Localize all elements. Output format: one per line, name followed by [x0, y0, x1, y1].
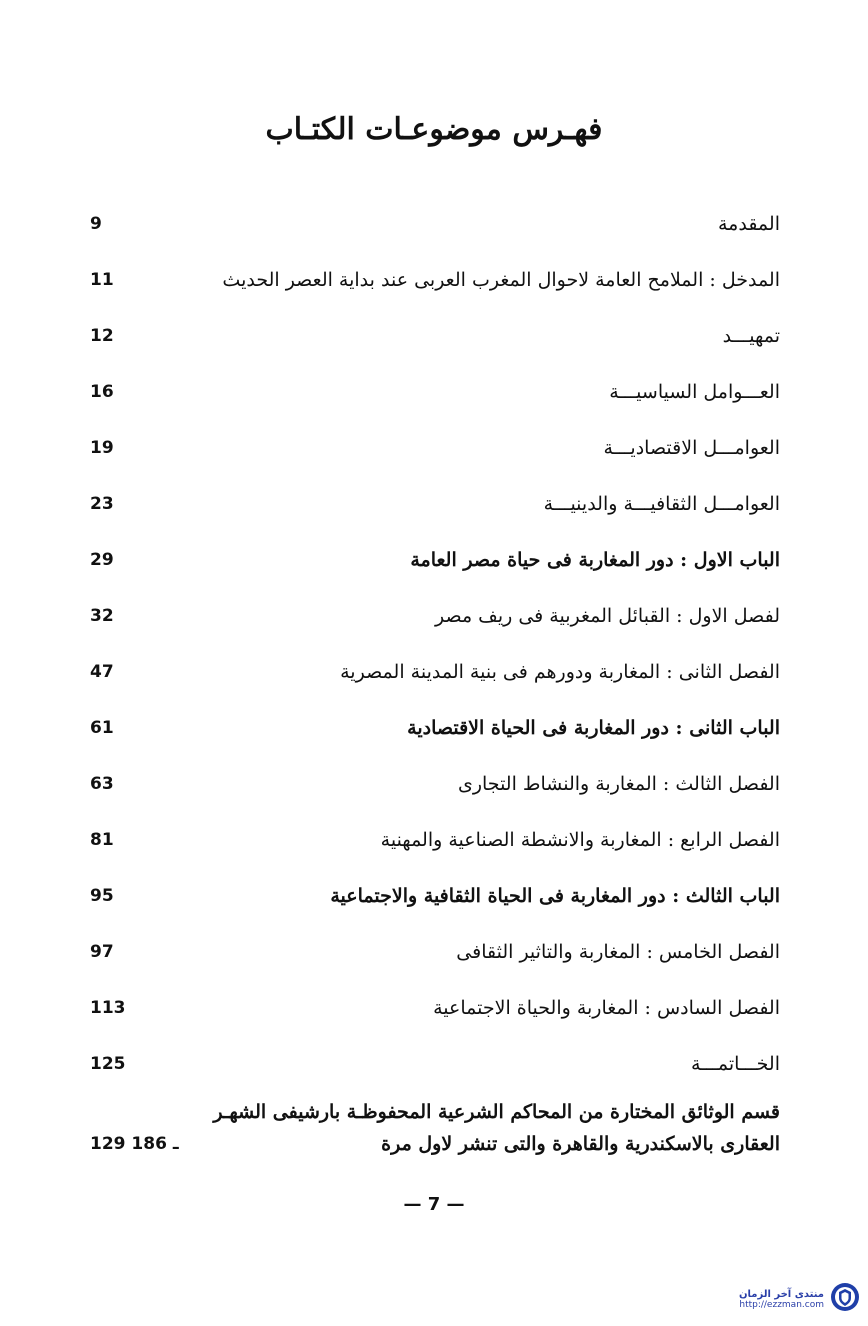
- toc-entry-label: المقدمة: [717, 213, 780, 235]
- documents-section: [90, 1096, 780, 1160]
- toc-entry-label: الباب الاول : دور المغاربة فى حياة مصر العامة: [410, 549, 780, 571]
- shield-logo-icon: [830, 1282, 860, 1316]
- toc-row: [90, 980, 780, 1036]
- toc-row: [90, 196, 780, 252]
- table-of-contents: [90, 196, 780, 1092]
- toc-row: [90, 700, 780, 756]
- toc-row: [90, 1036, 780, 1092]
- toc-row: [90, 252, 780, 308]
- page-title: فهـرس موضوعـات الكتـاب: [265, 112, 603, 147]
- toc-entry-page: 113: [90, 998, 126, 1018]
- page-number: — 7 —: [403, 1194, 465, 1215]
- documents-line-1: قسم الوثائق المختارة من المحاكم الشرعية المحفوظـة بارشيفى الشهـر: [213, 1101, 780, 1123]
- toc-entry-page: 32: [90, 606, 114, 626]
- documents-pages: 129 ـ 186: [90, 1134, 179, 1154]
- toc-row: [90, 924, 780, 980]
- forum-watermark: [739, 1282, 860, 1316]
- toc-entry-label: الخـــاتمـــة: [691, 1053, 780, 1075]
- toc-entry-page: 16: [90, 382, 114, 402]
- toc-entry-page: 19: [90, 438, 114, 458]
- toc-row: [90, 532, 780, 588]
- toc-entry-page: 12: [90, 326, 114, 346]
- toc-entry-page: 63: [90, 774, 114, 794]
- toc-entry-label: الفصل الخامس : المغاربة والتاثير الثقافى: [456, 941, 780, 963]
- toc-row: [90, 756, 780, 812]
- toc-entry-label: الفصل الثانى : المغاربة ودورهم فى بنية المدينة المصرية: [340, 661, 780, 683]
- toc-entry-page: 47: [90, 662, 114, 682]
- toc-entry-page: 29: [90, 550, 114, 570]
- watermark-url: http://ezzman.com: [739, 1299, 824, 1310]
- toc-row: [90, 308, 780, 364]
- toc-row: [90, 364, 780, 420]
- watermark-name: منتدى آخر الزمان: [739, 1288, 824, 1300]
- toc-entry-label: الفصل الرابع : المغاربة والانشطة الصناعية والمهنية: [380, 829, 780, 851]
- documents-line-2-row: [90, 1128, 780, 1160]
- toc-row: [90, 644, 780, 700]
- toc-entry-page: 125: [90, 1054, 126, 1074]
- toc-entry-label: العوامـــل الاقتصاديـــة: [603, 437, 780, 459]
- watermark-text: [739, 1289, 824, 1310]
- toc-entry-label: تمهيـــد: [722, 325, 780, 347]
- toc-entry-label: العوامـــل الثقافيـــة والدينيـــة: [543, 493, 780, 515]
- toc-entry-label: المدخل : الملامح العامة لاحوال المغرب العربى عند بداية العصر الحديث: [222, 269, 780, 291]
- toc-row: [90, 476, 780, 532]
- toc-entry-page: 95: [90, 886, 114, 906]
- toc-entry-page: 61: [90, 718, 114, 738]
- toc-entry-label: الفصل الثالث : المغاربة والنشاط التجارى: [457, 773, 780, 795]
- documents-line-2: العقارى بالاسكندرية والقاهرة والتى تنشر لاول مرة: [381, 1133, 780, 1155]
- toc-row: [90, 588, 780, 644]
- toc-entry-label: لفصل الاول : القبائل المغربية فى ريف مصر: [434, 605, 780, 627]
- toc-entry-page: 23: [90, 494, 114, 514]
- toc-row: [90, 868, 780, 924]
- toc-entry-page: 81: [90, 830, 114, 850]
- toc-entry-page: 11: [90, 270, 114, 290]
- toc-entry-label: العـــوامل السياسيـــة: [609, 381, 780, 403]
- toc-row: [90, 812, 780, 868]
- toc-entry-label: الفصل السادس : المغاربة والحياة الاجتماعية: [433, 997, 780, 1019]
- toc-entry-page: 97: [90, 942, 114, 962]
- toc-entry-label: الباب الثالث : دور المغاربة فى الحياة الثقافية والاجتماعية: [330, 885, 780, 907]
- toc-row: [90, 420, 780, 476]
- toc-entry-label: الباب الثانى : دور المغاربة فى الحياة الاقتصادية: [407, 717, 780, 739]
- toc-entry-page: 9: [90, 214, 102, 234]
